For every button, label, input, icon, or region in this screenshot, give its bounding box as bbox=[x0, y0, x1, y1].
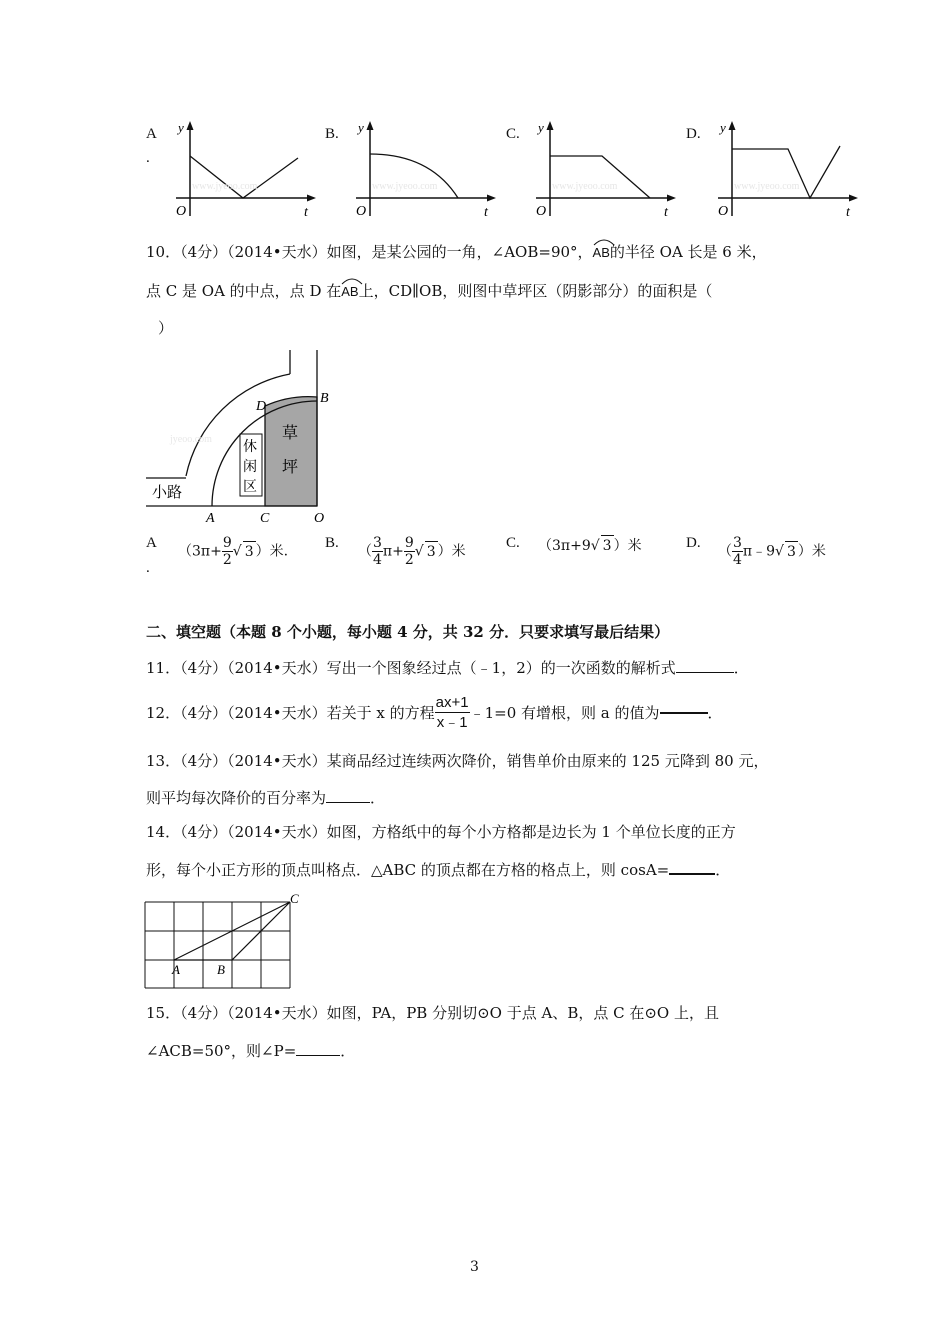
q15-line1: 15．（4分）（2014•天水）如图，PA，PB 分别切⊙O 于点 A、B，点 C 在⊙O 上，且 bbox=[146, 1004, 719, 1022]
q10-label-path: 小路 bbox=[152, 485, 183, 501]
q10-option-d-expr: （ $\frac{3}{4}$ π﹣9√ 3 ）米 bbox=[718, 535, 826, 568]
q10-line2-b: 上，CD∥OB，则图中草坪区（阴影部分）的面积是（ bbox=[358, 282, 713, 300]
q9-graph-b-origin-label: O bbox=[356, 204, 367, 219]
q9-graph-a-watermark: www.jyeoo.com bbox=[192, 181, 258, 192]
q10-line2 bbox=[146, 281, 712, 302]
q9-option-a-letter: A bbox=[146, 126, 157, 142]
q9-graph-a bbox=[170, 118, 320, 230]
page-number: 3 bbox=[470, 1259, 479, 1275]
q10-arc-ab: AB bbox=[593, 243, 610, 263]
q10-label-rest-3: 区 bbox=[243, 480, 257, 495]
q13-line2: 则平均每次降价的百分率为 ． bbox=[146, 789, 386, 807]
q15-answer-blank[interactable] bbox=[296, 1055, 340, 1056]
q9-option-d-letter: D. bbox=[686, 126, 701, 142]
q14-label-c: C bbox=[290, 891, 299, 906]
q10-option-b-letter: B. bbox=[325, 535, 339, 551]
q10-option-c-letter: C. bbox=[506, 535, 520, 551]
q13-answer-blank[interactable] bbox=[326, 802, 370, 803]
q10-line1-a: 10．（4分）（2014•天水）如图，是某公园的一角，∠AOB=90°， bbox=[146, 243, 593, 261]
q9-graph-d bbox=[712, 118, 862, 230]
q14-label-b: B bbox=[217, 962, 225, 977]
q9-graph-c-origin-label: O bbox=[536, 204, 547, 219]
q9-graph-c-y-label: y bbox=[538, 120, 544, 135]
q10-option-a-letter: A bbox=[146, 535, 157, 551]
q10-option-a-dot: . bbox=[146, 560, 150, 576]
q10-lawn-region bbox=[265, 397, 317, 506]
q10-option-c-expr: （3π+9√ 3 ）米 bbox=[538, 535, 642, 556]
q9-graph-b-t-label: t bbox=[484, 205, 488, 220]
q10-option-a-expr: （3π+ $\frac{9}{2}$ √ 3 ）米. bbox=[178, 535, 289, 568]
q10-figure-watermark: jyeoo.com bbox=[170, 434, 212, 445]
section-heading-fill-in: 二、填空题（本题 8 个小题，每小题 4 分，共 32 分．只要求填写最后结果） bbox=[146, 623, 670, 641]
q9-graph-b-watermark: www.jyeoo.com bbox=[372, 181, 438, 192]
q10-line1 bbox=[146, 242, 767, 263]
q10-label-rest-2: 闲 bbox=[243, 460, 257, 475]
q10-line3: ） bbox=[158, 319, 174, 337]
q10-label-a: A bbox=[206, 511, 215, 526]
q9-option-a-dot: . bbox=[146, 150, 150, 166]
q9-graph-b bbox=[350, 118, 500, 230]
q14-answer-blank[interactable] bbox=[669, 873, 715, 875]
q9-graph-d-origin-label: O bbox=[718, 204, 729, 219]
q9-graph-a-origin-label: O bbox=[176, 204, 187, 219]
q10-label-c: C bbox=[260, 511, 270, 526]
q10-option-d-letter: D. bbox=[686, 535, 701, 551]
q10-option-b-expr: （ $\frac{3}{4}$ π+ $\frac{9}{2}$ √ 3 ）米 bbox=[358, 535, 466, 568]
q9-option-b-letter: B. bbox=[325, 126, 339, 142]
q10-label-d: D bbox=[256, 399, 267, 414]
q10-label-b: B bbox=[320, 391, 329, 406]
q12-answer-blank[interactable] bbox=[660, 712, 708, 714]
q10-label-lawn-1: 草 bbox=[282, 425, 299, 442]
q9-graph-d-t-label: t bbox=[846, 205, 850, 220]
q9-graph-a-y-label: y bbox=[178, 120, 184, 135]
q10-arc-ab-2: AB bbox=[341, 282, 358, 302]
q10-park-figure bbox=[140, 344, 360, 528]
q9-graph-a-t-label: t bbox=[304, 205, 308, 220]
q10-label-lawn-2: 坪 bbox=[282, 459, 299, 476]
q12: 12．（4分）（2014•天水）若关于 x 的方程 $\frac{ax+1}{x﹣1}$ ﹣1=0 有增根，则 a 的值为 ． bbox=[146, 694, 723, 731]
q14-line1: 14．（4分）（2014•天水）如图，方格纸中的每个小方格都是边长为 1 个单位长度的正方 bbox=[146, 823, 736, 841]
q13-line1: 13．（4分）（2014•天水）某商品经过连续两次降价，销售单价由原来的 125 元降到 80 元， bbox=[146, 752, 769, 770]
q9-option-c-letter: C. bbox=[506, 126, 520, 142]
q11-answer-blank[interactable] bbox=[676, 672, 734, 673]
q10-label-rest-1: 休 bbox=[243, 440, 257, 455]
q10-line2-a: 点 C 是 OA 的中点，点 D 在 bbox=[146, 282, 342, 300]
q11: 11．（4分）（2014•天水）写出一个图象经过点（﹣1，2）的一次函数的解析式 ． bbox=[146, 659, 749, 677]
q9-graph-c-watermark: www.jyeoo.com bbox=[552, 181, 618, 192]
q9-graph-c-t-label: t bbox=[664, 205, 668, 220]
q9-graph-c bbox=[530, 118, 680, 230]
q15-line2: ∠ACB=50°，则∠P= ． bbox=[146, 1042, 356, 1060]
q14-label-a: A bbox=[172, 962, 180, 977]
q10-line1-b: 的半径 OA 长是 6 米， bbox=[609, 243, 767, 261]
q9-graph-b-y-label: y bbox=[358, 120, 364, 135]
q14-grid-figure bbox=[140, 890, 310, 994]
q14-line2: 形，每个小正方形的顶点叫格点．△ABC 的顶点都在方格的格点上，则 cosA= ． bbox=[146, 861, 731, 879]
q10-label-o: O bbox=[314, 511, 325, 526]
q9-graph-d-y-label: y bbox=[720, 120, 726, 135]
q9-graph-d-watermark: www.jyeoo.com bbox=[734, 181, 800, 192]
